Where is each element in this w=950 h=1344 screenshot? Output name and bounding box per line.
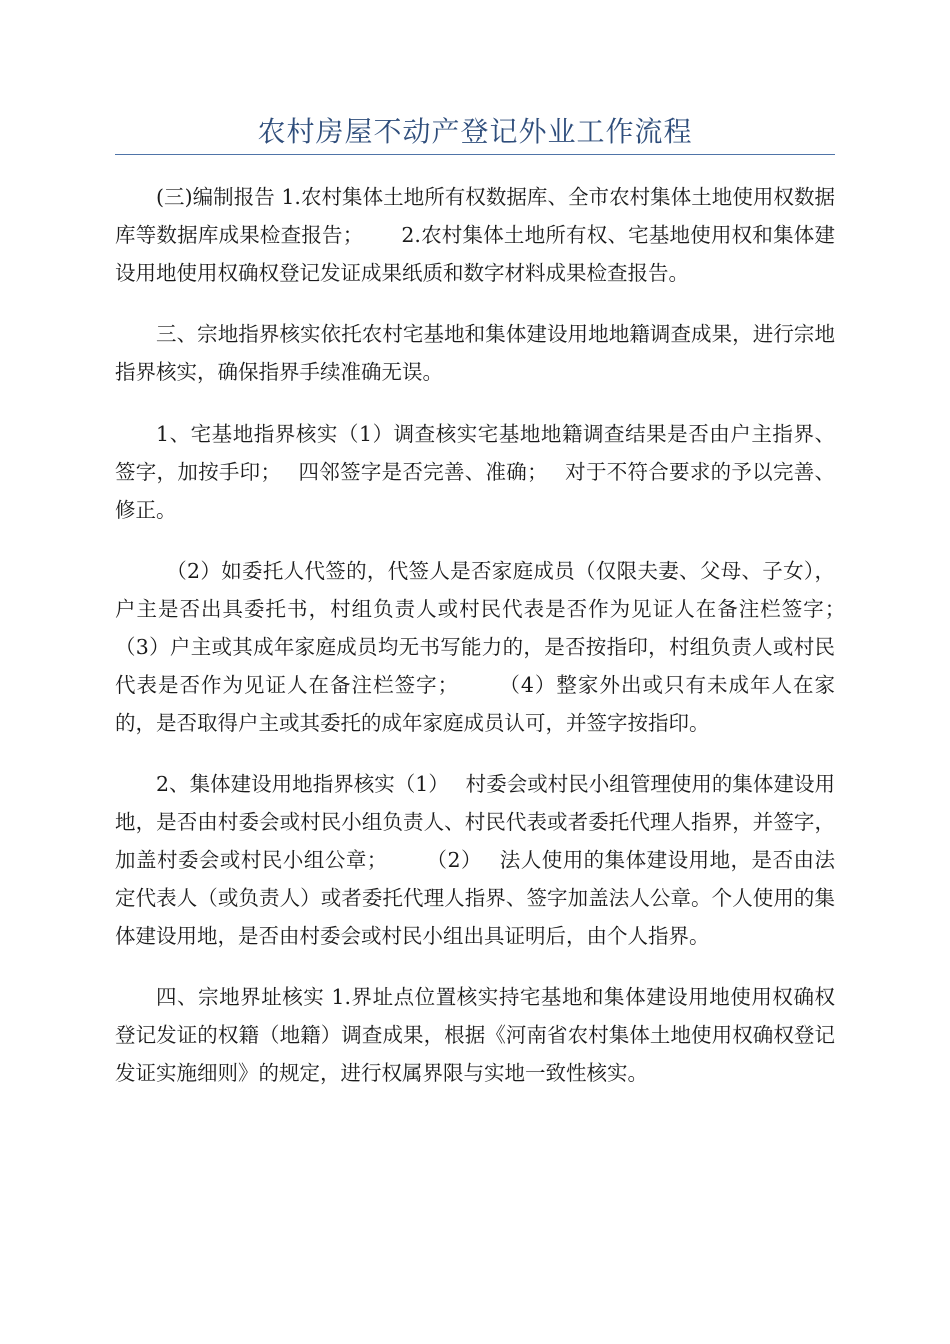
paragraph-homestead-verification: 1、宅基地指界核实（1）调查核实宅基地地籍调查结果是否由户主指界、签字，加按手印； 四邻签字是否完善、准确； 对于不符合要求的予以完善、修正。 <box>115 422 835 522</box>
title-underline <box>115 154 835 155</box>
paragraph-collective-land-verification: 2、集体建设用地指界核实（1） 村委会或村民小组管理使用的集体建设用地，是否由村委会或村民小组负责人、村民代表或者委托代理人指界，并签字，加盖村委会或村民小组公章； （2） 法人使用的集体建设用地，是否由法定代表人（或负责人）或者委托代理人指界、签字加盖法人公章。个人使用的集体建设用地，是否由村委会或村民小组出具证明后，由个人指界。 <box>115 772 835 948</box>
document-body <box>115 178 883 1115</box>
paragraph-parcel-boundary-verification: 三、宗地指界核实依托农村宅基地和集体建设用地地籍调查成果，进行宗地指界核实，确保指界手续准确无误。 <box>115 322 835 384</box>
paragraph-boundary-site-verification: 四、宗地界址核实 1.界址点位置核实持宅基地和集体建设用地使用权确权登记发证的权籍（地籍）调查成果，根据《河南省农村集体土地使用权确权登记发证实施细则》的规定，进行权属界限与实地一致性核实。 <box>115 985 835 1085</box>
paragraph-report: (三)编制报告 1.农村集体土地所有权数据库、全市农村集体土地使用权数据库等数据库成果检查报告； 2.农村集体土地所有权、宅基地使用权和集体建设用地使用权确权登记发证成果纸质和数字材料成果检查报告。 <box>115 185 835 285</box>
document-title: 农村房屋不动产登记外业工作流程 <box>257 115 693 148</box>
paragraph-proxy-signature: （2）如委托人代签的，代签人是否家庭成员（仅限夫妻、父母、子女），户主是否出具委托书，村组负责人或村民代表是否作为见证人在备注栏签字； （3）户主或其成年家庭成员均无书写能力的，是否按指印，村组负责人或村民代表是否作为见证人在备注栏签字； （4）整家外出或只有未成年人在家的，是否取得户主或其委托的成年家庭成员认可，并签字按指印。 <box>115 559 883 735</box>
